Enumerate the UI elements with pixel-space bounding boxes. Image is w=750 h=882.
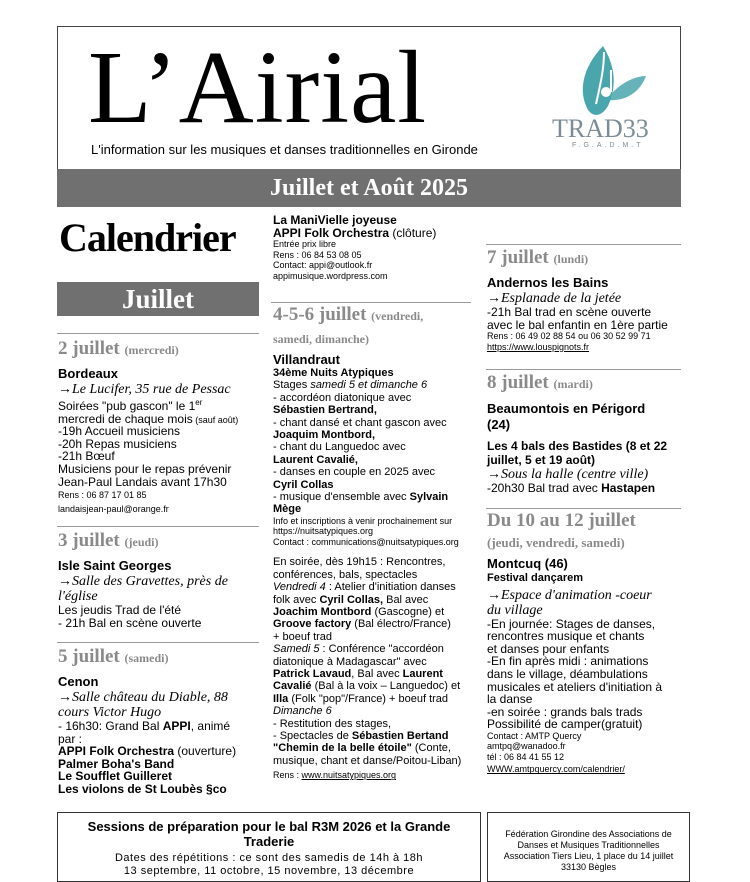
logo-subtext: F.G.A.D.M.T bbox=[572, 142, 644, 149]
period-banner bbox=[57, 169, 681, 207]
federation-box: Fédération Girondine des Associations de Danses et Musiques Traditionnelles Association Tiers Lieu, 1 place du 14 juillet 33130 Bègles bbox=[487, 812, 690, 882]
event-day: (samedi) bbox=[124, 651, 169, 665]
leaf-note-icon bbox=[548, 40, 663, 120]
event-place: Cenon bbox=[58, 674, 99, 689]
event-venue: →Salle des Gravettes, près de bbox=[58, 574, 228, 589]
event-8-juillet: 8 juillet (mardi) Beaumontois en Périgord (24) Les 4 bals des Bastides (8 et 22 juillet, 5 et 19 août) →Sous la halle (centre ville) -20h30 Bal trad avec Hastapen bbox=[487, 372, 687, 495]
divider bbox=[486, 244, 681, 245]
divider bbox=[271, 302, 471, 303]
rehearsal-box: Sessions de préparation pour le bal R3M 2026 et la Grande Traderie Dates des répétitions : ce sont des samedis de 14h à 18h 13 septembre, 11 octobre, 15 novembre, 13 décembre bbox=[57, 812, 481, 882]
event-day: (mardi) bbox=[553, 377, 593, 391]
logo-text: TRAD33 bbox=[552, 114, 649, 143]
event-place: Andernos les Bains bbox=[487, 275, 609, 290]
calendar-heading: Calendrier bbox=[59, 215, 236, 260]
event-day: (lundi) bbox=[553, 252, 589, 266]
month-banner bbox=[57, 282, 259, 316]
event-date: 8 juillet bbox=[487, 372, 549, 393]
event-day: (jeudi, vendredi, samedi) bbox=[487, 535, 625, 550]
event-2-juillet: 2 juillet (mercredi) Bordeaux →Le Lucifer, 35 rue de Pessac Soirées "pub gascon" le 1er mercredi de chaque mois (sauf août) -19h Accueil musiciens -20h Repas musiciens -21h Bœuf Musiciens pour le repas prévenir Jean-Paul Landais avant 17h30 Rens : 06 87 17 01 85 landaisjean-paul@orange.fr bbox=[58, 338, 263, 514]
event-place: Isle Saint Georges bbox=[58, 558, 172, 573]
divider bbox=[57, 642, 259, 643]
divider bbox=[486, 508, 681, 509]
appi-credits: La ManiVielle joyeuse APPI Folk Orchestra (clôture) Entrée prix libre Rens : 06 84 53 08 05 Contact: appi@outlook.fr appimusique.wordpress.com bbox=[273, 213, 437, 281]
event-date: 4-5-6 juillet bbox=[273, 304, 367, 325]
event-day: (jeudi) bbox=[124, 535, 159, 549]
event-date: 7 juillet bbox=[487, 247, 549, 268]
event-3-juillet: 3 juillet (jeudi) Isle Saint Georges →Salle des Gravettes, près de l'église Les jeudis Trad de l'été - 21h Bal en scène ouverte bbox=[58, 530, 263, 629]
event-venue: →Sous la halle (centre ville) bbox=[487, 467, 649, 482]
trad33-logo bbox=[548, 40, 663, 155]
event-venue: →Le Lucifer, 35 rue de Pessac bbox=[58, 382, 231, 397]
federation-name: Fédération Girondine des Associations de bbox=[505, 829, 672, 839]
event-place: Villandraut bbox=[273, 352, 340, 367]
event-place: Bordeaux bbox=[58, 366, 118, 381]
event-venue: →Espace d'animation -coeur bbox=[487, 587, 652, 603]
event-5-juillet: 5 juillet (samedi) Cenon →Salle château du Diable, 88 cours Victor Hugo - 16h30: Grand Bal APPI, animé par : APPI Folk Orchestra (ouverture) Palmer Boha's Band Le Soufflet Guilleret Les violons de St Loubès §co bbox=[58, 646, 263, 796]
divider bbox=[57, 333, 259, 334]
masthead-subtitle: L'information sur les musiques et danses traditionnelles en Gironde bbox=[91, 142, 478, 157]
rehearsal-title: Sessions de préparation pour le bal R3M 2026 et la Grande bbox=[87, 819, 451, 834]
event-7-juillet: 7 juillet (lundi) Andernos les Bains →Esplanade de la jetée -21h Bal trad en scène ouverte avec le bal enfantin en 1ère partie Rens : 06 49 02 88 54 ou 06 30 52 99 71 https://www.louspignots.fr bbox=[487, 247, 687, 352]
amtpquercy-link[interactable]: WWW.amtpquercy.com/calendrier/ bbox=[487, 764, 625, 775]
divider bbox=[486, 369, 681, 370]
event-place: Beaumontois en Périgord bbox=[487, 401, 646, 416]
period-text: Juillet et Août 2025 bbox=[270, 175, 468, 201]
month-label: Juillet bbox=[122, 284, 194, 314]
event-venue: →Salle château du Diable, 88 bbox=[58, 690, 228, 705]
event-place: Montcuq (46) bbox=[487, 556, 568, 571]
event-venue: →Esplanade de la jetée bbox=[487, 291, 622, 306]
event-date: Du 10 au 12 juillet bbox=[487, 510, 636, 531]
event-date: 5 juillet bbox=[58, 646, 120, 667]
divider bbox=[57, 526, 259, 527]
event-4-5-6-juillet: 4-5-6 juillet (vendredi, samedi, dimanche) Villandraut 34ème Nuits Atypiques Stages samedi 5 et dimanche 6 - accordéon diatonique avec Sébastien Bertrand, - chant dansé et chant gascon avec Joaquim Montbord, - chant du Languedoc avec Laurent Cavalié, - danses en couple en 2025 avec Cyril Collas - musique d'ensemble avec Sylvain Mège Info et inscriptions à venir prochainement sur https://nuitsatypiques.org Contact : communications@nuitsatypiques.org En soirée, dès 19h15 : Rencontres, conférences, bals, spectacles Vendredi 4 : Atelier d'initiation danses folk avec Cyril Collas, Bal avec Joachim Montbord (Gascogne) et Groove factory (Bal électro/France) + boeuf trad Samedi 5 : Conférence "accordéon diatonique à Madagascar" avec Patrick Lavaud, Bal avec Laurent Cavalié (Bal à la voix – Languedoc) et Illa (Folk "pop"/France) + boeuf trad Dimanche 6 - Restitution des stages, - Spectacles de Sébastien Bertand "Chemin de la belle étoile" (Conte, musique, chant et danse/Poitou-Liban) Rens : www.nuitsatypiques.org bbox=[273, 304, 478, 781]
event-day: (mercredi) bbox=[124, 343, 179, 357]
event-day: (vendredi, bbox=[371, 309, 424, 323]
nuitsatypiques-link[interactable]: www.nuitsatypiques.org bbox=[301, 770, 397, 781]
louspignots-link[interactable]: https://www.louspignots.fr bbox=[487, 341, 590, 352]
event-date: 3 juillet bbox=[58, 530, 120, 551]
event-10-12-juillet: Du 10 au 12 juillet (jeudi, vendredi, samedi) Montcuq (46) Festival dançarem →Espace d'animation -coeur du village -En journée: Stages de danses, rencontres musique et chants et danses pour enfants -En fin après midi : animations dans le village, déambulations musicales et ateliers d'initiation à la danse -en soirée : grands bals trads Possibilité de camper(gratuit) Contact : AMTP Quercy amtpq@wanadoo.fr tél : 06 84 41 55 12 WWW.amtpquercy.com/calendrier/ bbox=[487, 510, 687, 775]
event-date: 2 juillet bbox=[58, 338, 120, 359]
masthead-title: L’Airial bbox=[88, 30, 428, 145]
